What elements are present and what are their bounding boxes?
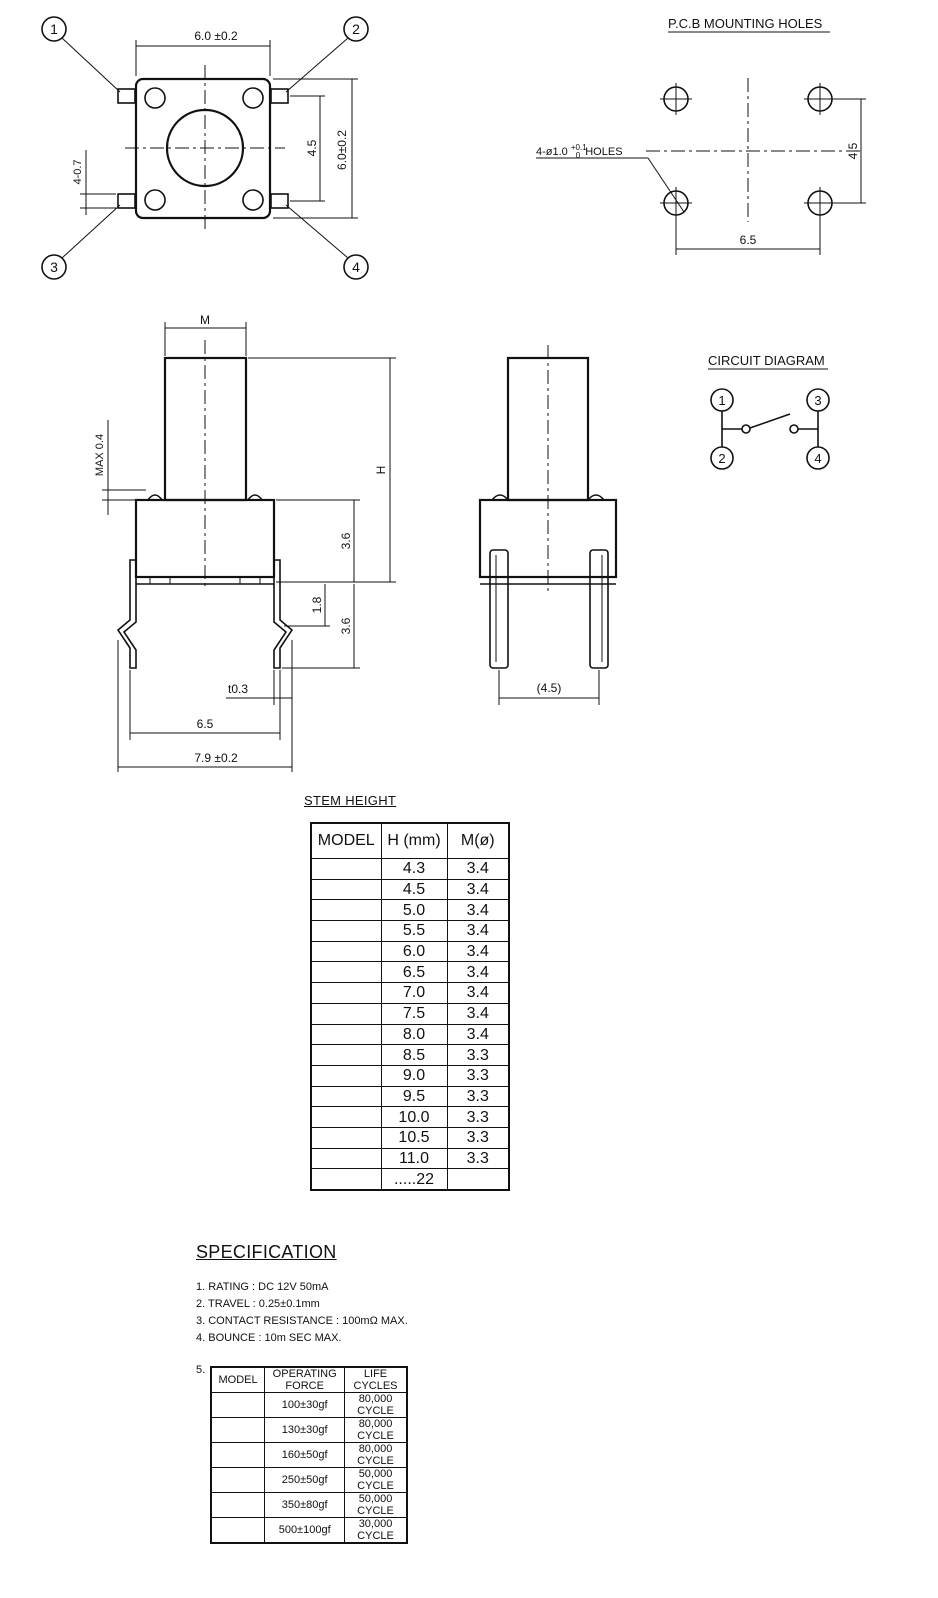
table-cell-force: 100±30gf <box>265 1393 345 1418</box>
pin-label-4: 4 <box>352 259 360 275</box>
table-cell-life: 80,000 CYCLE <box>345 1418 407 1443</box>
table-cell-h: 5.0 <box>381 900 447 921</box>
holes-prefix: 4-ø1.0 <box>536 146 568 158</box>
table-header-row <box>311 823 509 859</box>
table-row <box>211 1443 407 1468</box>
table-row <box>311 1169 509 1190</box>
top-view-corner-circle <box>243 190 263 210</box>
top-view-corner-circle <box>145 190 165 210</box>
holes-suffix: HOLES <box>585 146 623 158</box>
pin-label-2: 2 <box>352 21 360 37</box>
pcb-holes-title: P.C.B MOUNTING HOLES <box>668 16 823 31</box>
table-cell-model <box>311 1169 381 1190</box>
table-cell-m: 3.3 <box>447 1148 509 1169</box>
table-cell-model <box>211 1393 265 1418</box>
table-cell-model <box>311 1045 381 1066</box>
dim-pin-len: 3.6 <box>339 617 353 635</box>
stem-height-table <box>310 822 510 1191</box>
table-cell-h: .....22 <box>381 1169 447 1190</box>
front-leg-left <box>490 550 508 668</box>
table-cell-m: 3.3 <box>447 1107 509 1128</box>
circuit-pin-1: 1 <box>718 393 726 408</box>
table-row <box>211 1518 407 1544</box>
side-leg-right <box>274 560 292 668</box>
table-cell-m: 3.4 <box>447 900 509 921</box>
table-cell-model <box>311 1107 381 1128</box>
table-row <box>311 983 509 1004</box>
table-cell-m: 3.4 <box>447 921 509 942</box>
dim-top-pin-pitch: 4.5 <box>305 139 319 157</box>
table-cell-m: 3.4 <box>447 859 509 880</box>
table-cell-h: 10.5 <box>381 1127 447 1148</box>
column-header-h: H (mm) <box>381 823 447 859</box>
table-cell-model <box>311 941 381 962</box>
table-row <box>311 1065 509 1086</box>
table-cell-force: 250±50gf <box>265 1468 345 1493</box>
top-view-corner-circle <box>243 88 263 108</box>
table-cell-model <box>311 1086 381 1107</box>
pin-label-1: 1 <box>50 21 58 37</box>
side-view <box>94 313 396 772</box>
table-cell-h: 6.0 <box>381 941 447 962</box>
table-row <box>211 1393 407 1418</box>
stem-height-title: STEM HEIGHT <box>304 793 397 808</box>
circuit-title: CIRCUIT DIAGRAM <box>708 353 825 368</box>
table-row <box>211 1418 407 1443</box>
table-cell-m: 3.4 <box>447 1003 509 1024</box>
pin-label-3: 3 <box>50 259 58 275</box>
table-cell-model <box>311 900 381 921</box>
dim-max: MAX 0.4 <box>94 433 106 477</box>
table-cell-h: 7.0 <box>381 983 447 1004</box>
column-header-model: MODEL <box>311 823 381 859</box>
front-leg-right <box>590 550 608 668</box>
table-cell-model <box>311 1024 381 1045</box>
table-cell-force: 500±100gf <box>265 1518 345 1544</box>
table-cell-model <box>311 859 381 880</box>
table-cell-h: 7.5 <box>381 1003 447 1024</box>
top-view-corner-circle <box>145 88 165 108</box>
top-view <box>42 17 368 279</box>
table-cell-m: 3.4 <box>447 879 509 900</box>
table-cell-life: 80,000 CYCLE <box>345 1443 407 1468</box>
table-cell-model <box>311 962 381 983</box>
dim-top-width: 6.0 ±0.2 <box>194 29 238 43</box>
column-header-life-cycles: LIFE CYCLES <box>345 1367 407 1393</box>
dim-body: 3.6 <box>339 532 353 550</box>
column-header-operating-force: OPERATING FORCE <box>265 1367 345 1393</box>
table-cell-m: 3.3 <box>447 1065 509 1086</box>
operating-force-table <box>210 1366 408 1544</box>
table-cell-h: 4.3 <box>381 859 447 880</box>
table-cell-m <box>447 1169 509 1190</box>
spec-item: 1. RATING : DC 12V 50mA <box>196 1281 329 1293</box>
table-cell-model <box>211 1443 265 1468</box>
table-row <box>311 1127 509 1148</box>
table-row <box>311 879 509 900</box>
side-leg-left <box>118 560 136 668</box>
table-header-row <box>211 1367 407 1393</box>
table-cell-model <box>211 1493 265 1518</box>
table-row <box>311 1086 509 1107</box>
holes-tol-top: +0.1 <box>570 143 587 152</box>
dim-pcb-horizontal: 6.5 <box>739 233 757 247</box>
table-cell-life: 30,000 CYCLE <box>345 1518 407 1544</box>
circuit-diagram <box>708 353 829 469</box>
table-row <box>311 1003 509 1024</box>
dim-m: M <box>200 313 210 327</box>
table-row <box>311 859 509 880</box>
table-row <box>311 941 509 962</box>
holes-tol-bottom: 0 <box>575 151 581 160</box>
table-cell-m: 3.4 <box>447 983 509 1004</box>
pin-tab <box>271 89 288 103</box>
table-cell-h: 4.5 <box>381 879 447 900</box>
table-row <box>311 1148 509 1169</box>
pin-tab <box>271 194 288 208</box>
table-cell-model <box>211 1468 265 1493</box>
table-cell-h: 8.0 <box>381 1024 447 1045</box>
pin-tab <box>118 89 135 103</box>
table-cell-h: 9.0 <box>381 1065 447 1086</box>
table-cell-life: 80,000 CYCLE <box>345 1393 407 1418</box>
front-view <box>480 345 616 705</box>
dim-front-pitch: (4.5) <box>536 681 562 695</box>
table-cell-m: 3.4 <box>447 962 509 983</box>
table-row <box>311 1045 509 1066</box>
dim-top-pin-offset: 4-0.7 <box>72 159 84 185</box>
column-header-m: M(ø) <box>447 823 509 859</box>
table-cell-life: 50,000 CYCLE <box>345 1493 407 1518</box>
circuit-pin-4: 4 <box>814 451 822 466</box>
table-cell-m: 3.3 <box>447 1086 509 1107</box>
table-cell-model <box>311 879 381 900</box>
table-row <box>311 921 509 942</box>
table-cell-m: 3.3 <box>447 1045 509 1066</box>
dim-top-height: 6.0±0.2 <box>335 130 349 170</box>
dim-pcb-vertical: 4.5 <box>846 142 860 160</box>
dim-h: H <box>374 465 388 475</box>
dim-overall: 7.9 ±0.2 <box>194 751 238 765</box>
specification-section <box>196 1242 408 1542</box>
table-row <box>211 1468 407 1493</box>
table-cell-h: 5.5 <box>381 921 447 942</box>
table-cell-h: 9.5 <box>381 1086 447 1107</box>
table-cell-model <box>311 983 381 1004</box>
table-cell-force: 350±80gf <box>265 1493 345 1518</box>
table-row <box>311 962 509 983</box>
table-cell-m: 3.4 <box>447 1024 509 1045</box>
table-cell-model <box>211 1518 265 1544</box>
table-cell-model <box>311 1065 381 1086</box>
table-cell-m: 3.4 <box>447 941 509 962</box>
table-cell-model <box>311 1148 381 1169</box>
spec-item: 3. CONTACT RESISTANCE : 100mΩ MAX. <box>196 1315 408 1327</box>
table-row <box>311 900 509 921</box>
table-row <box>311 1107 509 1128</box>
spec-item-5-label: 5. <box>196 1364 206 1376</box>
table-cell-life: 50,000 CYCLE <box>345 1468 407 1493</box>
dim-1-8: 1.8 <box>310 596 324 614</box>
circuit-pin-3: 3 <box>814 393 822 408</box>
table-cell-h: 8.5 <box>381 1045 447 1066</box>
dim-pitch: 6.5 <box>196 717 214 731</box>
table-cell-model <box>311 1003 381 1024</box>
table-cell-force: 160±50gf <box>265 1443 345 1468</box>
column-header-model: MODEL <box>211 1367 265 1393</box>
pin-tab <box>118 194 135 208</box>
table-cell-m: 3.3 <box>447 1127 509 1148</box>
circuit-pin-2: 2 <box>718 451 726 466</box>
table-cell-h: 10.0 <box>381 1107 447 1128</box>
dim-thickness: t0.3 <box>228 682 249 696</box>
table-cell-force: 130±30gf <box>265 1418 345 1443</box>
table-cell-model <box>211 1418 265 1443</box>
table-cell-h: 6.5 <box>381 962 447 983</box>
specification-title: SPECIFICATION <box>196 1242 337 1262</box>
table-cell-h: 11.0 <box>381 1148 447 1169</box>
pcb-mounting-holes <box>536 16 866 255</box>
spec-item: 4. BOUNCE : 10m SEC MAX. <box>196 1332 342 1344</box>
table-cell-model <box>311 921 381 942</box>
table-row <box>211 1493 407 1518</box>
stem-height-section <box>304 793 510 1191</box>
spec-item: 2. TRAVEL : 0.25±0.1mm <box>196 1298 320 1310</box>
table-cell-model <box>311 1127 381 1148</box>
table-row <box>311 1024 509 1045</box>
